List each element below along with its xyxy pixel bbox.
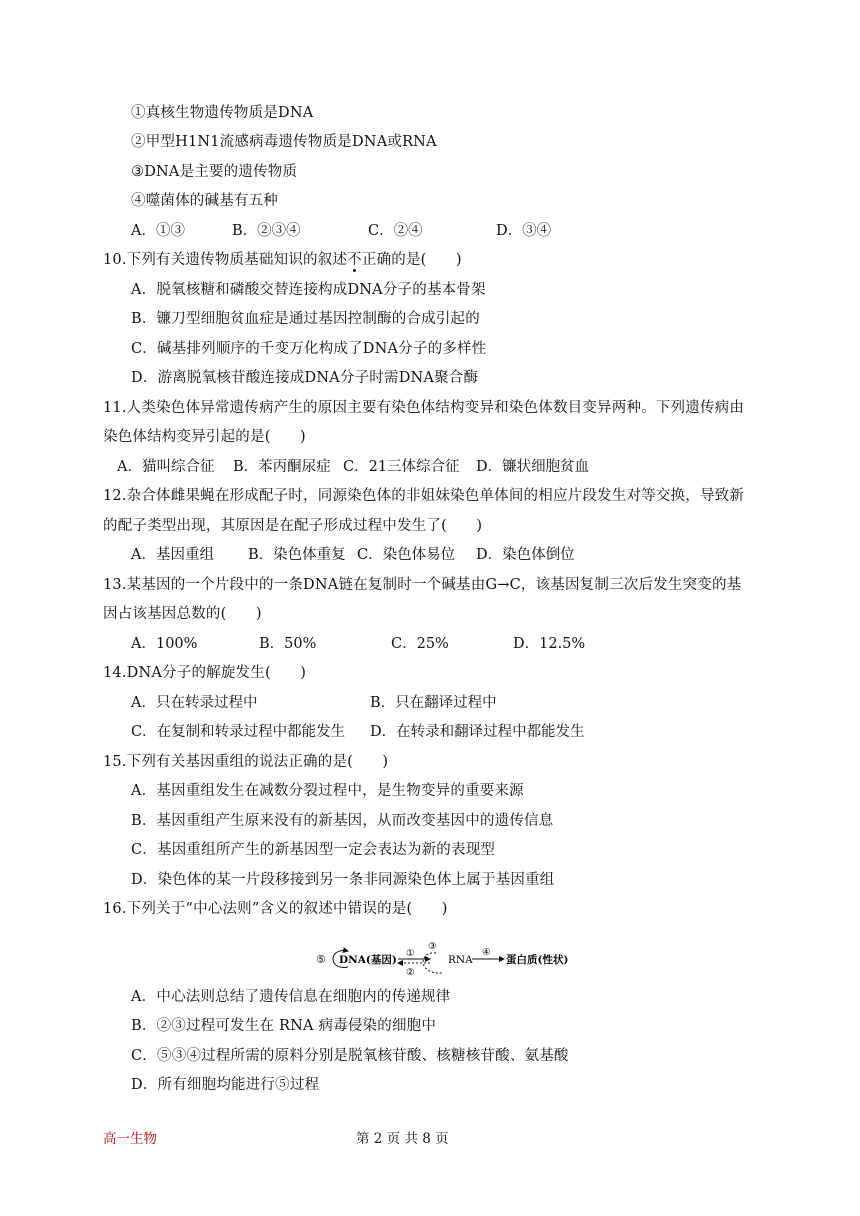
central-dogma-diagram: [314, 941, 569, 978]
q16-stem: 16.下列关于“中心法则”含义的叙述中错误的是( ): [103, 901, 448, 917]
footer-subject: 高一生物: [103, 1131, 157, 1147]
label-protein: 蛋白质(性状): [506, 954, 569, 966]
q9-option-d: D．③④: [496, 223, 552, 239]
q9-statement-3: ③DNA是主要的遗传物质: [131, 164, 298, 180]
q11-option-c: C．21三体综合征: [343, 459, 460, 475]
q14-option-c: C．在复制和转录过程中都能发生: [131, 724, 346, 740]
q14-stem: 14.DNA分子的解旋发生( ): [103, 665, 307, 681]
q10-option-c: C．碱基排列顺序的千变万化构成了DNA分子的多样性: [131, 341, 487, 357]
q15-stem: 15.下列有关基因重组的说法正确的是( ): [103, 754, 389, 770]
q14-option-d: D．在转录和翻译过程中都能发生: [370, 724, 585, 740]
q10-option-a: A．脱氧核糖和磷酸交替连接构成DNA分子的基本骨架: [131, 282, 486, 298]
q15-option-c: C．基因重组所产生的新基因型一定会表达为新的表现型: [131, 842, 496, 858]
label-process-4: ④: [482, 947, 491, 958]
label-process-5: ⑤: [316, 953, 326, 966]
footer-page-number: 第 2 页 共 8 页: [356, 1131, 449, 1147]
q9-option-c: C．②④: [368, 223, 423, 239]
q13-stem-line1: 13.某基因的一个片段中的一条DNA链在复制时一个碱基由G→C，该基因复制三次后发生突变的基: [103, 577, 742, 593]
label-rna: RNA: [448, 954, 473, 966]
q15-option-d: D．染色体的某一片段移接到另一条非同源染色体上属于基因重组: [131, 872, 555, 888]
label-process-1: ①: [406, 948, 415, 959]
q12-option-b: B．染色体重复: [248, 547, 346, 563]
q10-stem-post: 正确的是( ): [361, 252, 462, 268]
q11-option-d: D．镰状细胞贫血: [476, 459, 590, 475]
q10-option-d: D．游离脱氧核苷酸连接成DNA分子时需DNA聚合酶: [131, 370, 479, 386]
label-dna: DNA(基因): [339, 954, 397, 966]
q12-stem-line2: 的配子类型出现，其原因是在配子形成过程中发生了( ): [103, 518, 483, 534]
q9-option-a: A．①③: [131, 223, 185, 239]
q10-stem-pre: 10.下列有关遗传物质基础知识的叙述: [103, 252, 348, 268]
q12-option-d: D．染色体倒位: [476, 547, 575, 563]
q14-option-a: A．只在转录过程中: [131, 695, 258, 711]
q16-option-a: A．中心法则总结了遗传信息在细胞内的传递规律: [131, 989, 451, 1005]
q11-option-a: A．猫叫综合征: [117, 459, 215, 475]
q16-option-b: B．②③过程可发生在 RNA 病毒侵染的细胞中: [131, 1018, 437, 1034]
q12-stem-line1: 12.杂合体雌果蝇在形成配子时，同源染色体的非姐妹染色单体间的相应片段发生对等交换，导致新: [103, 488, 745, 504]
q12-option-a: A．基因重组: [131, 547, 214, 563]
q9-statement-1: ①真核生物遗传物质是DNA: [131, 105, 314, 121]
q13-option-b: B．50%: [259, 636, 317, 652]
q10-option-b: B．镰刀型细胞贫血症是通过基因控制酶的合成引起的: [131, 311, 480, 327]
q14-option-b: B．只在翻译过程中: [370, 695, 497, 711]
q9-statement-2: ②甲型H1N1流感病毒遗传物质是DNA或RNA: [131, 134, 437, 150]
q13-option-c: C．25%: [391, 636, 449, 652]
q13-option-a: A．100%: [131, 636, 198, 652]
label-process-3: ③: [428, 941, 437, 952]
q9-statement-4: ④噬菌体的碱基有五种: [131, 193, 278, 209]
q16-option-d: D．所有细胞均能进行⑤过程: [131, 1077, 320, 1093]
q13-stem-line2: 因占该基因总数的( ): [103, 606, 262, 622]
q15-option-a: A．基因重组发生在减数分裂过程中，是生物变异的重要来源: [131, 783, 524, 799]
q11-stem-line1: 11.人类染色体异常遗传病产生的原因主要有染色体结构变异和染色体数目变异两种。下列遗传病由: [103, 400, 745, 416]
q11-stem-line2: 染色体结构变异引起的是( ): [103, 429, 306, 445]
q9-option-b: B．②③④: [232, 223, 301, 239]
q16-option-c: C．⑤③④过程所需的原料分别是脱氧核苷酸、核糖核苷酸、氨基酸: [131, 1048, 569, 1064]
q10-stem: [103, 250, 462, 270]
label-process-2: ②: [406, 967, 415, 978]
q13-option-d: D．12.5%: [513, 636, 586, 652]
q12-option-c: C．染色体易位: [357, 547, 456, 563]
q10-stem-emphasis: 不: [347, 252, 362, 268]
q15-option-b: B．基因重组产生原来没有的新基因，从而改变基因中的遗传信息: [131, 813, 554, 829]
q11-option-b: B．苯丙酮尿症: [233, 459, 331, 475]
